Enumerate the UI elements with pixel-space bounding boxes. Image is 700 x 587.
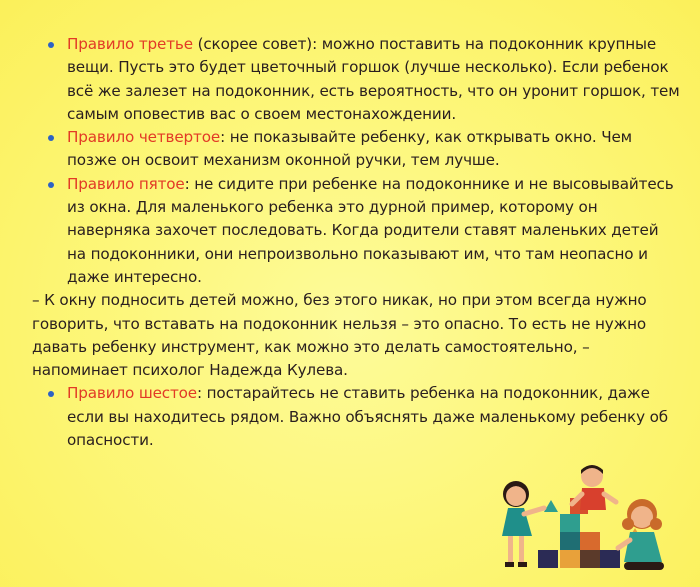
girl-left-icon <box>502 481 544 567</box>
rule-title: Правило четвертое <box>67 128 221 147</box>
children-playing-blocks-illustration <box>478 462 684 582</box>
rule-item-4 <box>32 126 682 173</box>
bullet-icon <box>48 42 54 48</box>
bullet-icon <box>48 182 54 188</box>
bullet-icon <box>48 135 54 141</box>
rule-text: : не сидите при ребенке на подоконнике и не высовывайтесь из окна. Для маленького ребенка это дурной пример, которому он наверняка захочет последовать. Когда родители ставят маленьких детей на подоконники, они непроизвольно показывают им, что там неопасно и даже интересно. <box>67 174 674 286</box>
psychologist-quote: – К окну подносить детей можно, без этого никак, но при этом всегда нужно говорить, что вставать на подоконник нельзя – это опасно. То есть не нужно давать ребенку инструмент, как можно это делать самостоятельно, – напоминает психолог Надежда Кулева. <box>32 291 647 380</box>
rule-item-3 <box>32 33 682 126</box>
rule-item-5 <box>32 173 682 289</box>
girl-right-icon <box>618 499 664 570</box>
rule-title: Правило третье <box>67 35 193 53</box>
rule-text: : не показывайте ребенку, как открывать окно. Чем позже он освоит механизм оконной ручки, тем лучше. <box>67 128 632 170</box>
rule-text: (скорее совет): можно поставить на подоконник крупные вещи. Пусть это будет цветочный горшок (лучше несколько). Если ребенок всё же залезет на подоконник, есть вероятность, что он уронит горшок, тем самым оповестив вас о своем местонахождении. <box>67 35 680 123</box>
bullet-icon <box>48 391 54 397</box>
article-text <box>32 33 682 452</box>
rule-item-6 <box>32 382 682 452</box>
rule-title: Правило пятое <box>67 174 185 193</box>
rule-title: Правило шестое <box>67 384 197 403</box>
rule-text: : постарайтесь не ставить ребенка на подоконник, даже если вы находитесь рядом. Важно объяснять даже маленькому ребенку об опасности. <box>67 384 668 450</box>
